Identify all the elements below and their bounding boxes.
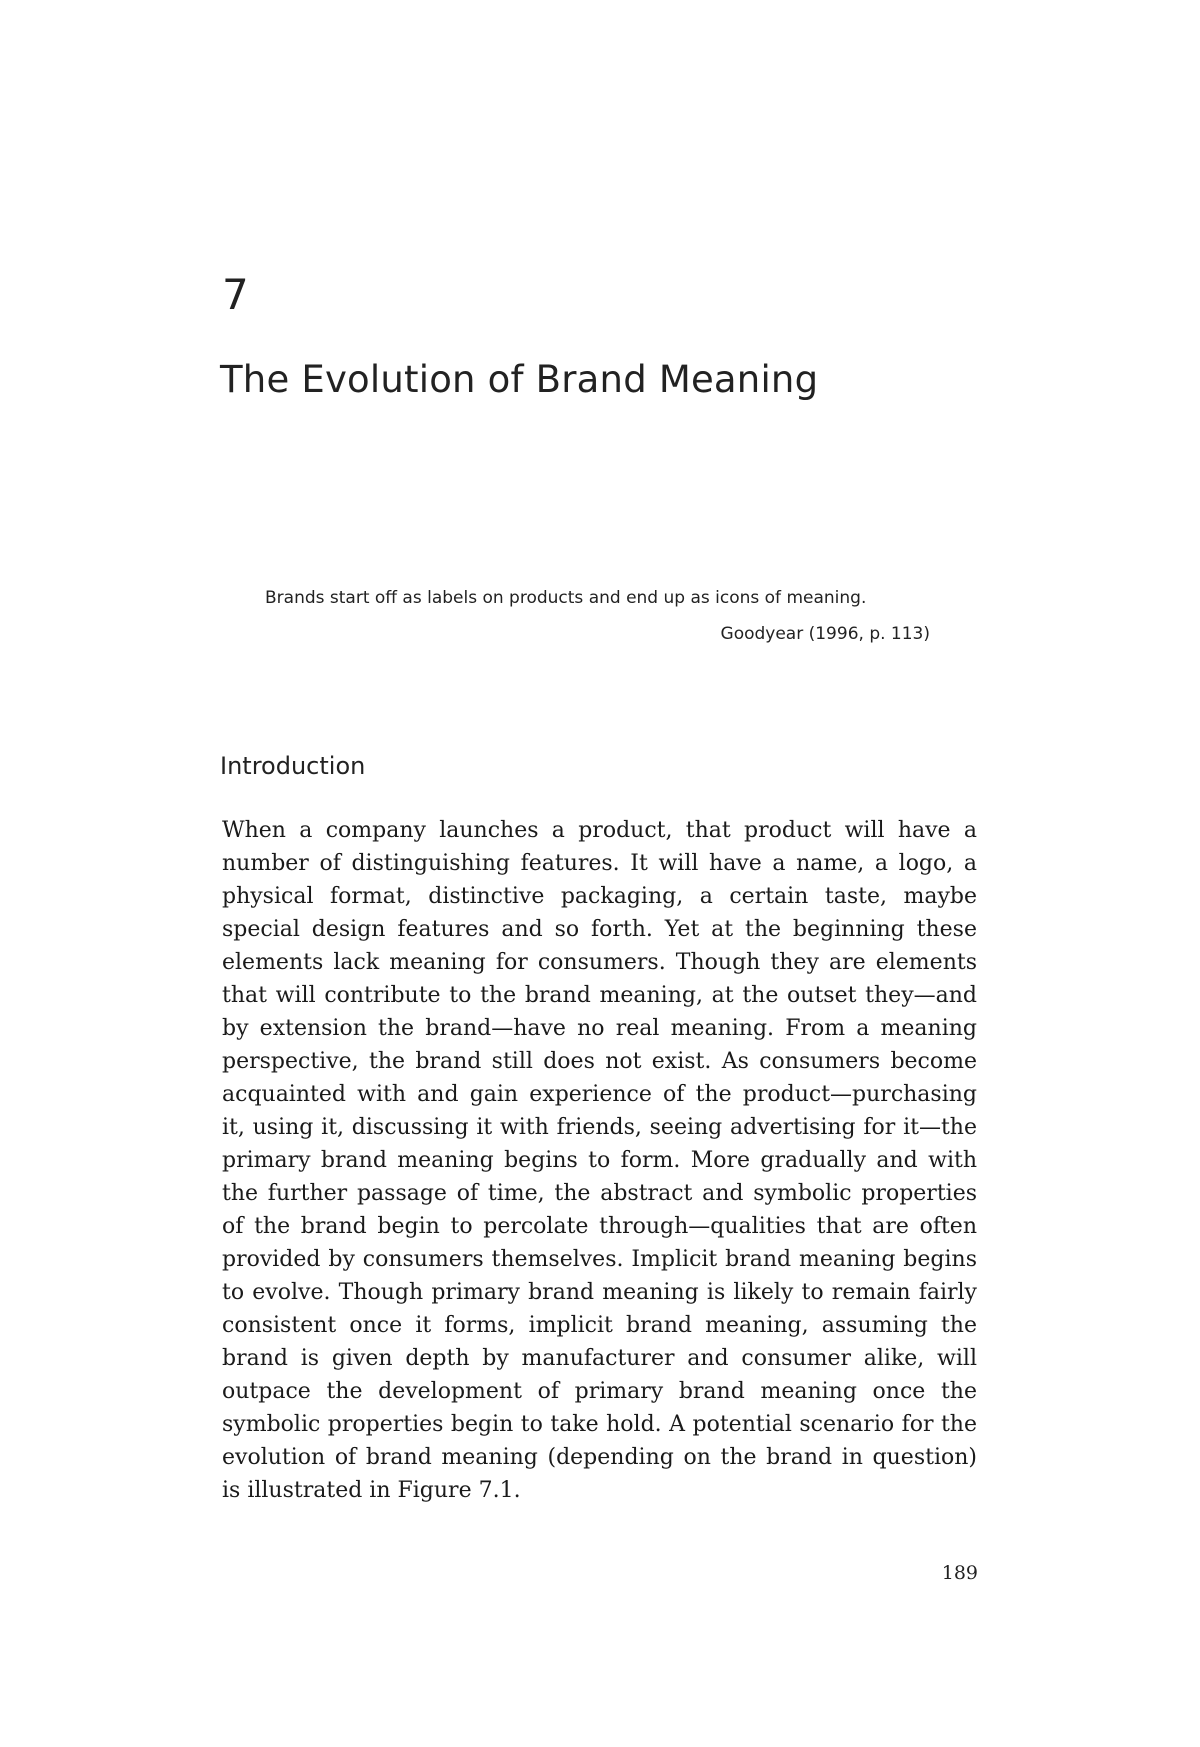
section-heading: Introduction — [220, 752, 366, 780]
epigraph-source: Goodyear (1996, p. 113) — [720, 624, 930, 644]
epigraph-text: Brands start off as labels on products and end up as icons of meaning. — [265, 588, 867, 608]
page-number: 189 — [941, 1562, 978, 1584]
epigraph — [265, 585, 930, 647]
body-paragraph: When a company launches a product, that product will have a number of distinguishing features. It will have a name, a logo, a physical format, distinctive packaging, a certain taste, maybe special design features and so forth. Yet at the beginning these elements lack meaning for consumers. Though they are elements that will contribute to the brand meaning, at the outset they—and by extension the brand—have no real meaning. From a meaning perspective, the brand still does not exist. As consumers become acquainted with and gain experience of the product—purchasing it, using it, discussing it with friends, seeing advertising for it—the primary brand meaning begins to form. More gradually and with the further passage of time, the abstract and symbolic properties of the brand begin to percolate through—qualities that are often provided by consumers themselves. Implicit brand meaning begins to evolve. Though primary brand meaning is likely to remain fairly consistent once it forms, implicit brand meaning, assuming the brand is given depth by manufacturer and consumer alike, will outpace the development of primary brand meaning once the symbolic properties begin to take hold. A potential scenario for the evolution of brand meaning (depending on the brand in question) is illustrated in Figure 7.1. — [222, 818, 977, 1503]
chapter-number: 7 — [222, 270, 249, 319]
chapter-title: The Evolution of Brand Meaning — [220, 358, 819, 401]
